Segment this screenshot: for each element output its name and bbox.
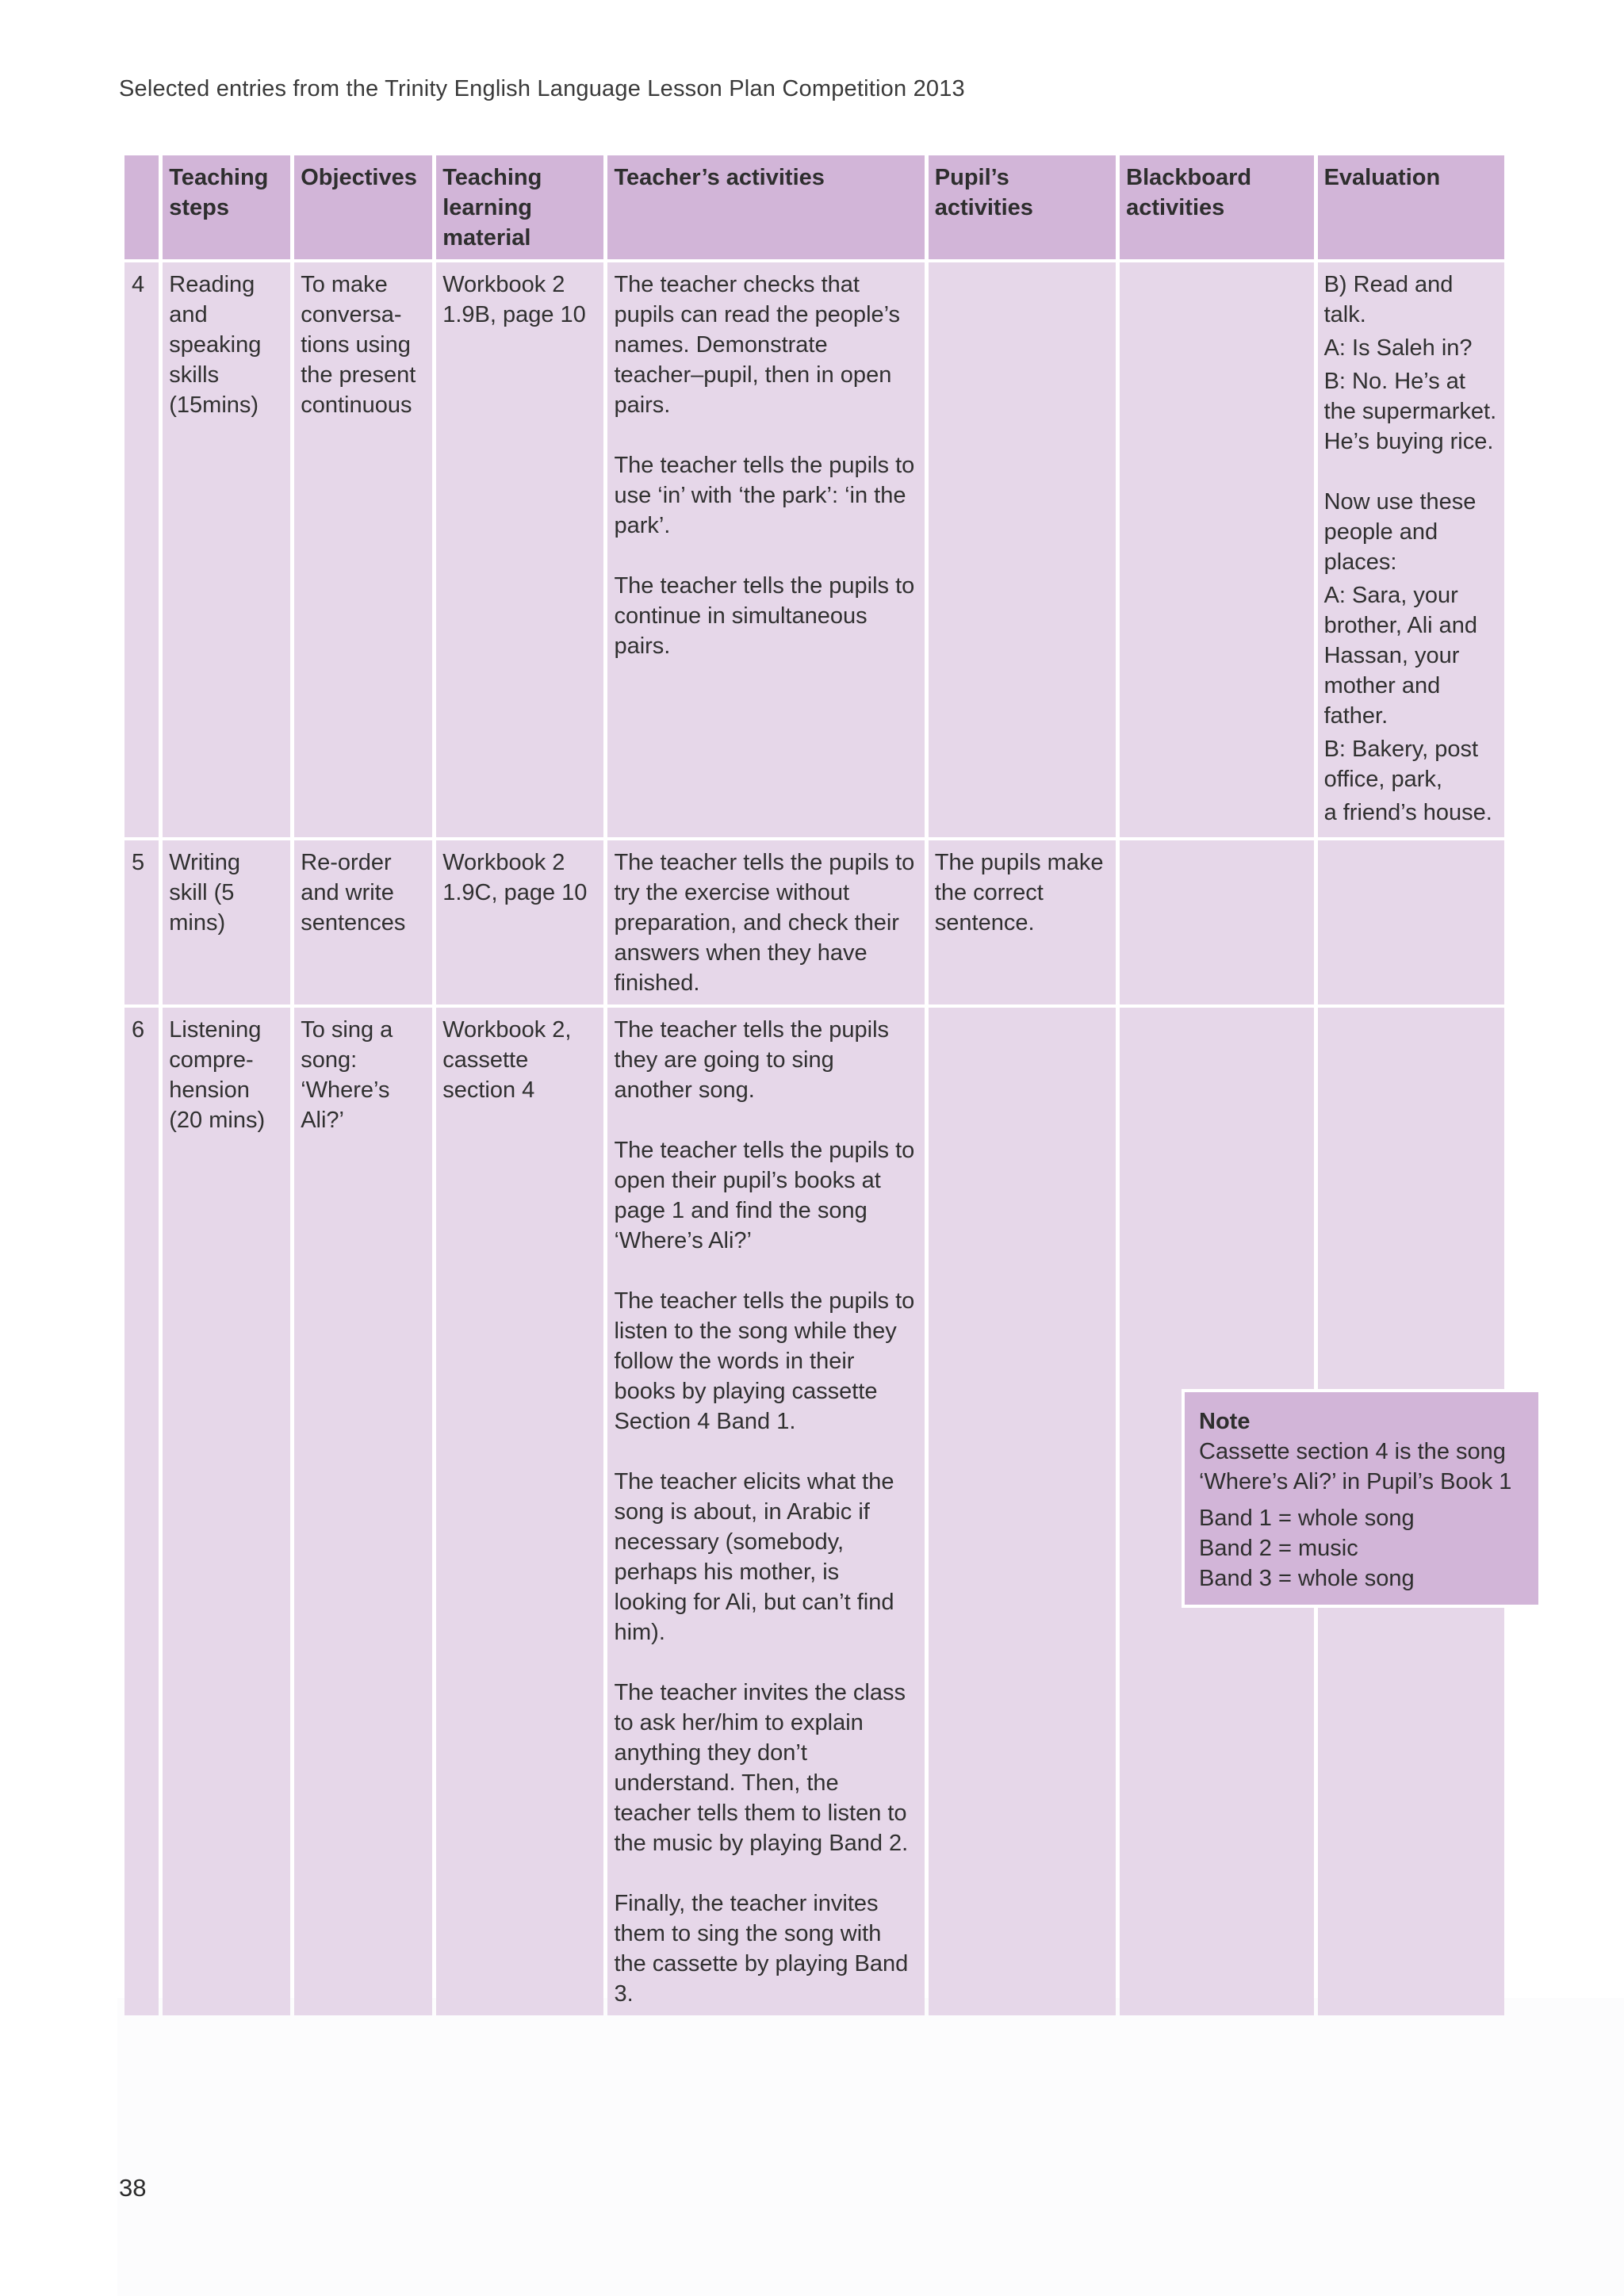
evaluation-cell bbox=[1318, 262, 1504, 837]
column-header-teaching-steps: Teaching steps bbox=[163, 155, 290, 259]
objectives-cell: Re-order and write sentences bbox=[294, 840, 432, 1004]
teacher-activity-paragraph: The teacher tells the pupils to open their pupil’s books at page 1 and find the song ‘Where’s Ali?’ bbox=[614, 1138, 915, 1253]
band-item: Band 3 = whole song bbox=[1199, 1566, 1415, 1591]
material-cell: Workbook 2, cassette section 4 bbox=[436, 1008, 603, 2015]
column-header-objectives: Objectives bbox=[294, 155, 432, 259]
teaching-step: Reading and speaking skills (15mins) bbox=[163, 262, 290, 837]
objectives-cell: To make conversa- tions using the present continuous bbox=[294, 262, 432, 837]
evaluation-line: B: Bakery, post office, park, bbox=[1323, 737, 1479, 792]
pupil-activities-cell: The pupils make the correct sentence. bbox=[929, 840, 1116, 1004]
evaluation-line: Now use these people and places: bbox=[1323, 489, 1477, 575]
teacher-activity-paragraph: The teacher invites the class to ask her/him to explain anything they don’t understand. Then, the teacher tells them to listen to the music by playing Band 2. bbox=[614, 1680, 909, 1856]
column-header-pupil-activities: Pupil’s activities bbox=[929, 155, 1116, 259]
evaluation-line: B: No. He’s at the supermarket. He’s buying rice. bbox=[1323, 369, 1497, 454]
page-background-panel bbox=[117, 1998, 1624, 2296]
step-number: 4 bbox=[124, 262, 159, 837]
teacher-activity-paragraph: The teacher elicits what the song is about, in Arabic if necessary (somebody, perhaps his mother, is looking for Ali, but can’t find him). bbox=[614, 1469, 894, 1645]
note-text: Cassette section 4 is the song ‘Where’s Ali?’ in Pupil’s Book 1 bbox=[1199, 1439, 1512, 1494]
teaching-step: Writing skill (5 mins) bbox=[163, 840, 290, 1004]
blackboard-activities-cell bbox=[1120, 840, 1313, 1004]
teacher-activity-paragraph: The teacher checks that pupils can read the people’s names. Demonstrate teacher–pupil, then in open pairs. bbox=[614, 272, 901, 418]
note-box bbox=[1182, 1389, 1542, 1608]
band-list bbox=[1199, 1503, 1524, 1594]
blackboard-activities-cell bbox=[1120, 262, 1313, 837]
column-header-evaluation: Evaluation bbox=[1318, 155, 1504, 259]
teaching-step: Listening compre- hension (20 mins) bbox=[163, 1008, 290, 2015]
material-cell: Workbook 2 1.9B, page 10 bbox=[436, 262, 603, 837]
table-header-row bbox=[124, 155, 1504, 259]
objectives-cell: To sing a song: ‘Where’s Ali?’ bbox=[294, 1008, 432, 2015]
evaluation-line: B) Read and talk. bbox=[1323, 272, 1454, 327]
column-header-blackboard-activities: Blackboard activities bbox=[1120, 155, 1313, 259]
teacher-activity-paragraph: The teacher tells the pupils to use ‘in’ with ‘the park’: ‘in the park’. bbox=[614, 453, 915, 538]
teacher-activity-paragraph: The teacher tells the pupils to listen to the song while they follow the words in their books by playing cassette Section 4 Band 1. bbox=[614, 1288, 915, 1434]
teacher-activity-paragraph: The teacher tells the pupils to try the exercise without preparation, and check their answers when they have finished. bbox=[614, 850, 915, 996]
evaluation-line: A: Is Saleh in? bbox=[1323, 335, 1473, 361]
evaluation-line: A: Sara, your brother, Ali and Hassan, your mother and father. bbox=[1323, 583, 1478, 729]
teacher-activities-cell bbox=[607, 1008, 924, 2015]
column-header-teacher-activities: Teacher’s activities bbox=[607, 155, 924, 259]
table-row bbox=[124, 840, 1504, 1004]
step-number: 5 bbox=[124, 840, 159, 1004]
step-number: 6 bbox=[124, 1008, 159, 2015]
band-item: Band 1 = whole song bbox=[1199, 1506, 1415, 1531]
table-row bbox=[124, 262, 1504, 837]
evaluation-cell bbox=[1318, 840, 1504, 1004]
teacher-activity-paragraph: Finally, the teacher invites them to sing the song with the cassette by playing Band 3. bbox=[614, 1891, 909, 2007]
evaluation-line: a friend’s house. bbox=[1323, 800, 1492, 825]
note-title: Note bbox=[1199, 1409, 1251, 1434]
band-item: Band 2 = music bbox=[1199, 1536, 1358, 1561]
column-header-number bbox=[124, 155, 159, 259]
pupil-activities-cell bbox=[929, 1008, 1116, 2015]
lesson-plan-table bbox=[121, 152, 1508, 2019]
page-header: Selected entries from the Trinity English Language Lesson Plan Competition 2013 bbox=[119, 76, 965, 101]
teacher-activities-cell bbox=[607, 262, 924, 837]
column-header-teaching-material: Teaching learning material bbox=[436, 155, 603, 259]
material-cell: Workbook 2 1.9C, page 10 bbox=[436, 840, 603, 1004]
teacher-activity-paragraph: The teacher tells the pupils to continue in simultaneous pairs. bbox=[614, 573, 915, 659]
teacher-activity-paragraph: The teacher tells the pupils they are going to sing another song. bbox=[614, 1017, 890, 1103]
pupil-activities-cell bbox=[929, 262, 1116, 837]
teacher-activities-cell bbox=[607, 840, 924, 1004]
page-number: 38 bbox=[119, 2174, 147, 2202]
